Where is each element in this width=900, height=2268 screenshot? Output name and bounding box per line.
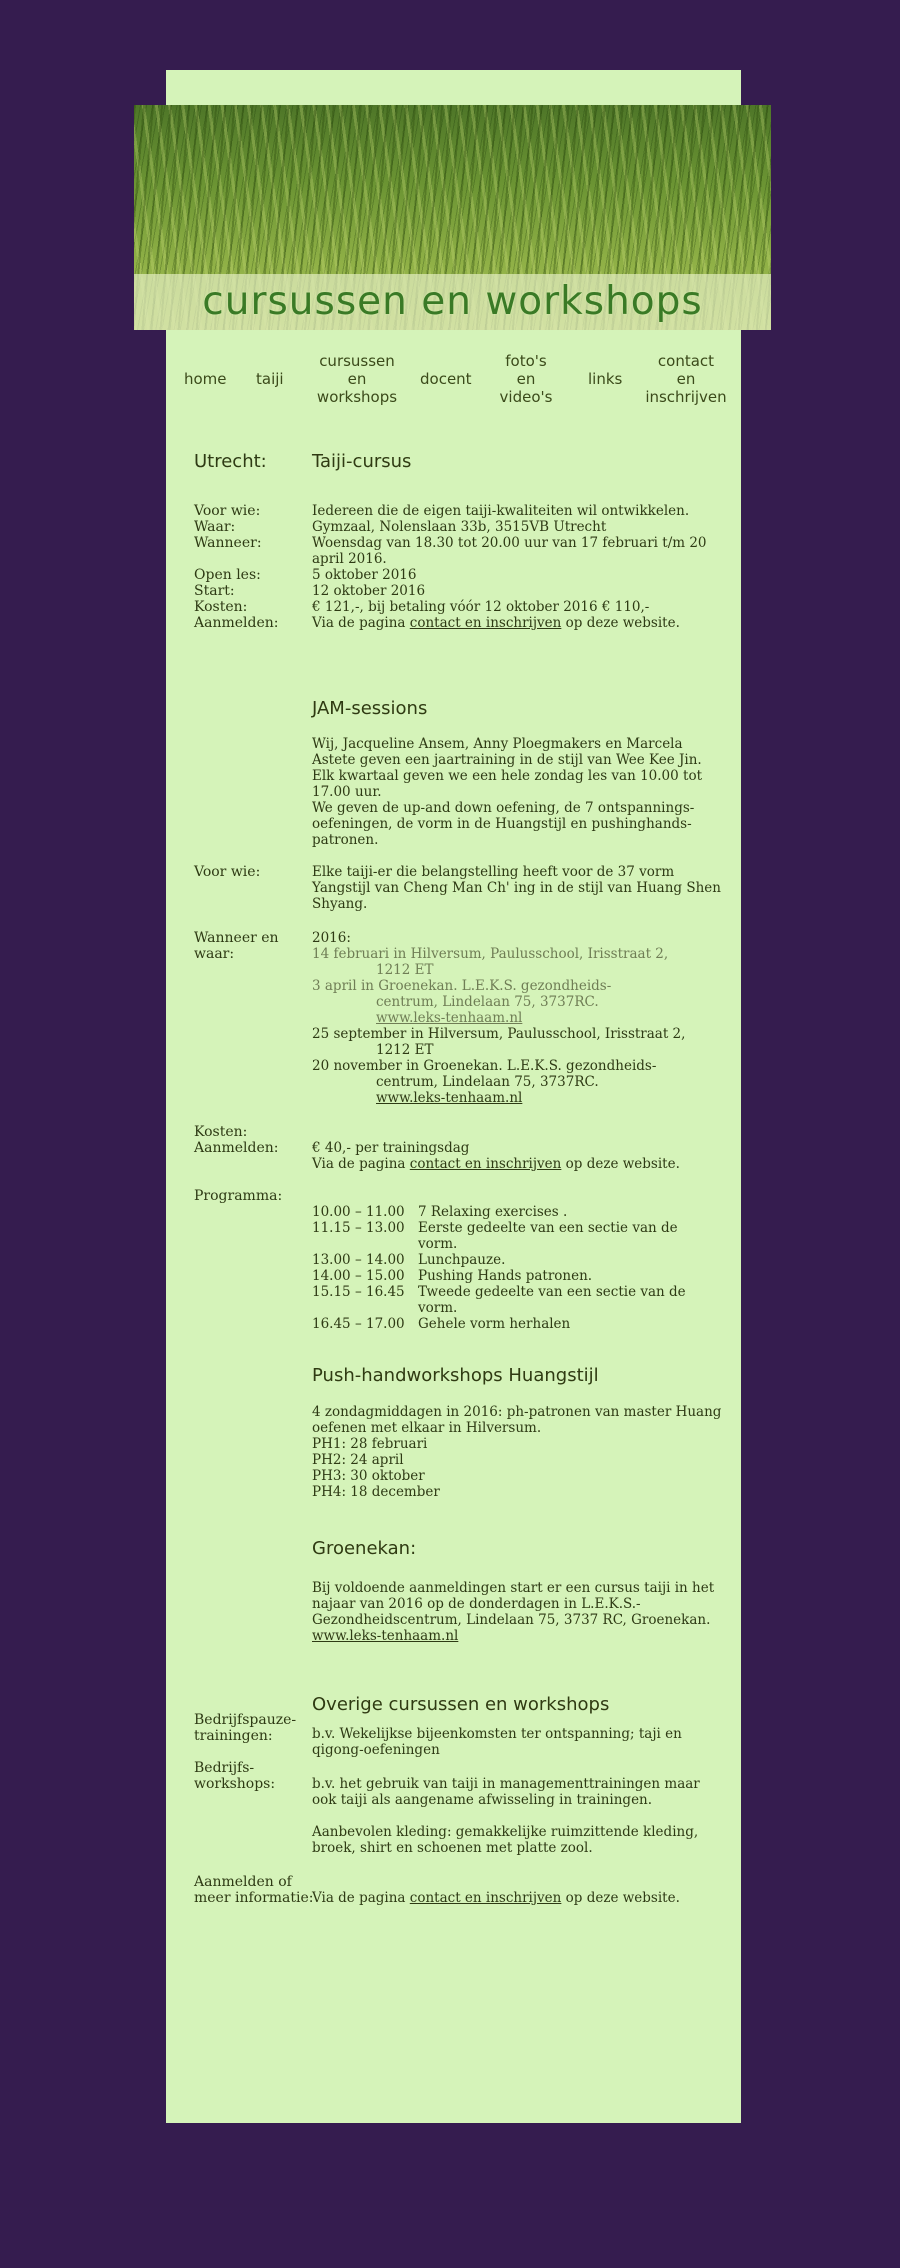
nav-home[interactable]: home [184,370,227,388]
kleding-text: Aanbevolen kleding: gemakkelijke ruimzittende kleding, broek, shirt en schoenen met platte zool. [312,1824,699,1856]
push-hand-title: Push-handworkshops Huangstijl [312,1365,599,1386]
meer-info-label: Aanmelden of meer informatie: [194,1874,314,1906]
meer-info-text: Via de pagina contact en inschrijven op deze website. [312,1890,680,1906]
nav-docent[interactable]: docent [420,370,472,388]
jam-kosten-labels: Kosten: Aanmelden: [194,1124,279,1156]
jam-dates [312,930,722,1106]
banner-title: cursussen en workshops [202,279,703,324]
nav-cursussen-line2: en [347,370,367,388]
utrecht-details [312,503,722,631]
jam-voor-wie-label: Voor wie: [194,864,261,880]
leks-link-2[interactable]: www.leks-tenhaam.nl [376,1090,523,1106]
taiji-cursus-title: Taiji-cursus [312,451,412,472]
programma-row: 10.00 – 11.00 7 Relaxing exercises . [312,1204,568,1220]
jam-sessions-title: JAM-sessions [312,698,428,719]
nav-contact-inschrijven[interactable] [640,352,732,406]
jam-date-1: 14 februari in Hilversum, Paulusschool, Irisstraat 2, 1212 ET [312,946,669,978]
nav-cursussen-workshops[interactable] [312,352,402,406]
jam-date-3: 25 september in Hilversum, Paulusschool, Irisstraat 2, 1212 ET [312,1026,686,1058]
contact-link-overige[interactable]: contact en inschrijven [409,1890,562,1906]
nav-cursussen-line3: workshops [316,388,398,406]
utrecht-waar: Gymzaal, Nolenslaan 33b, 3515VB Utrecht [312,519,607,535]
jam-kosten: € 40,- per trainingsdag Via de pagina contact en inschrijven op deze website. [312,1140,680,1172]
jam-date-4: 20 november in Groenekan. L.E.K.S. gezondheids- centrum, Lindelaan 75, 3737RC. www.leks-tenhaam.nl [312,1058,657,1106]
label-aanmelden: Aanmelden: [194,615,279,631]
utrecht-voor-wie: Iedereen die de eigen taiji-kwaliteiten wil ontwikkelen. [312,503,690,519]
label-wanneer: Wanneer: [194,535,262,551]
push-hand-details: 4 zondagmiddagen in 2016: ph-patronen van master Huang oefenen met elkaar in Hilversum. PH1: 28 februari PH2: 24 april PH3: 30 oktober PH4: 18 december [312,1404,722,1500]
bedrijfsworkshops-label: Bedrijfs- workshops: [194,1760,276,1792]
nav-taiji[interactable]: taiji [256,370,284,388]
nav-fotos-line3: video's [499,388,553,406]
nav-links[interactable]: links [588,370,623,388]
nav-contact-line3: inschrijven [645,388,727,406]
nav-contact-line2: en [676,370,696,388]
nav-contact-line1: contact [657,352,715,370]
programma-row: 16.45 – 17.00 Gehele vorm herhalen [312,1316,571,1332]
jam-intro: Wij, Jacqueline Ansem, Anny Ploegmakers en Marcela Astete geven een jaartraining in de stijl van Wee Kee Jin. Elk kwartaal geven we een hele zondag les van 10.00 tot 17.00 uur. We geven de up-and down oefening, de 7 ontspannings-oefeningen, de vorm in de Huangstijl en pushinghands-patronen. [312,736,702,848]
utrecht-open-les: 5 oktober 2016 [312,567,417,583]
label-waar: Waar: [194,519,236,535]
label-kosten: Kosten: [194,599,248,615]
programma-row: 14.00 – 15.00 Pushing Hands patronen. [312,1268,593,1284]
jam-year: 2016: [312,930,351,946]
programma-row: 11.15 – 13.00 Eerste gedeelte van een sectie van de vorm. [312,1220,678,1252]
jam-wanneer-label: Wanneer en waar: [194,930,279,962]
bedrijfsworkshops-text: b.v. het gebruik van taiji in managementtrainingen maar ook taiji als aangename afwisseling in trainingen. [312,1776,700,1808]
programma-row: 13.00 – 14.00 Lunchpauze. [312,1252,506,1268]
overige-title: Overige cursussen en workshops [312,1694,610,1715]
jam-voor-wie: Elke taiji-er die belangstelling heeft voor de 37 vorm Yangstijl van Cheng Man Ch' ing in de stijl van Huang Shen Shyang. [312,864,721,912]
nav-fotos-videos[interactable] [491,352,561,406]
programma-list [312,1204,722,1332]
jam-date-2: 3 april in Groenekan. L.E.K.S. gezondheids- centrum, Lindelaan 75, 3737RC. www.leks-tenhaam.nl [312,978,612,1026]
utrecht-kosten: € 121,-, bij betaling vóór 12 oktober 2016 € 110,- [312,599,650,615]
bedrijfspauze-label: Bedrijfspauze- trainingen: [194,1712,297,1744]
contact-link-jam[interactable]: contact en inschrijven [409,1156,562,1172]
nav-fotos-line1: foto's [505,352,547,370]
label-open-les: Open les: [194,567,261,583]
leks-link-3[interactable]: www.leks-tenhaam.nl [312,1628,459,1644]
nav-cursussen-line1: cursussen [319,352,395,370]
bedrijfspauze-text: b.v. Wekelijkse bijeenkomsten ter ontspanning; taji en qigong-oefeningen [312,1726,682,1758]
leks-link-1[interactable]: www.leks-tenhaam.nl [376,1010,523,1026]
utrecht-labels [194,503,279,631]
header-banner [134,105,771,330]
programma-row: 15.15 – 16.45 Tweede gedeelte van een sectie van de vorm. [312,1284,686,1316]
programma-label: Programma: [194,1188,283,1204]
utrecht-start: 12 oktober 2016 [312,583,426,599]
nav-fotos-line2: en [516,370,536,388]
main-nav [166,348,741,412]
groenekan-text: Bij voldoende aanmeldingen start er een cursus taiji in het najaar van 2016 op de donderdagen in L.E.K.S.-Gezondheidscentrum, Lindelaan 75, 3737 RC, Groenekan. www.leks-tenhaam.nl [312,1580,715,1644]
utrecht-wanneer: Woensdag van 18.30 tot 20.00 uur van 17 februari t/m 20 april 2016. [312,535,707,567]
label-start: Start: [194,583,235,599]
utrecht-aanmelden: Via de pagina contact en inschrijven op deze website. [312,615,680,631]
groenekan-title: Groenekan: [312,1538,417,1559]
utrecht-heading: Utrecht: [194,451,267,472]
label-voor-wie: Voor wie: [194,503,261,519]
contact-link-utrecht[interactable]: contact en inschrijven [409,615,562,631]
